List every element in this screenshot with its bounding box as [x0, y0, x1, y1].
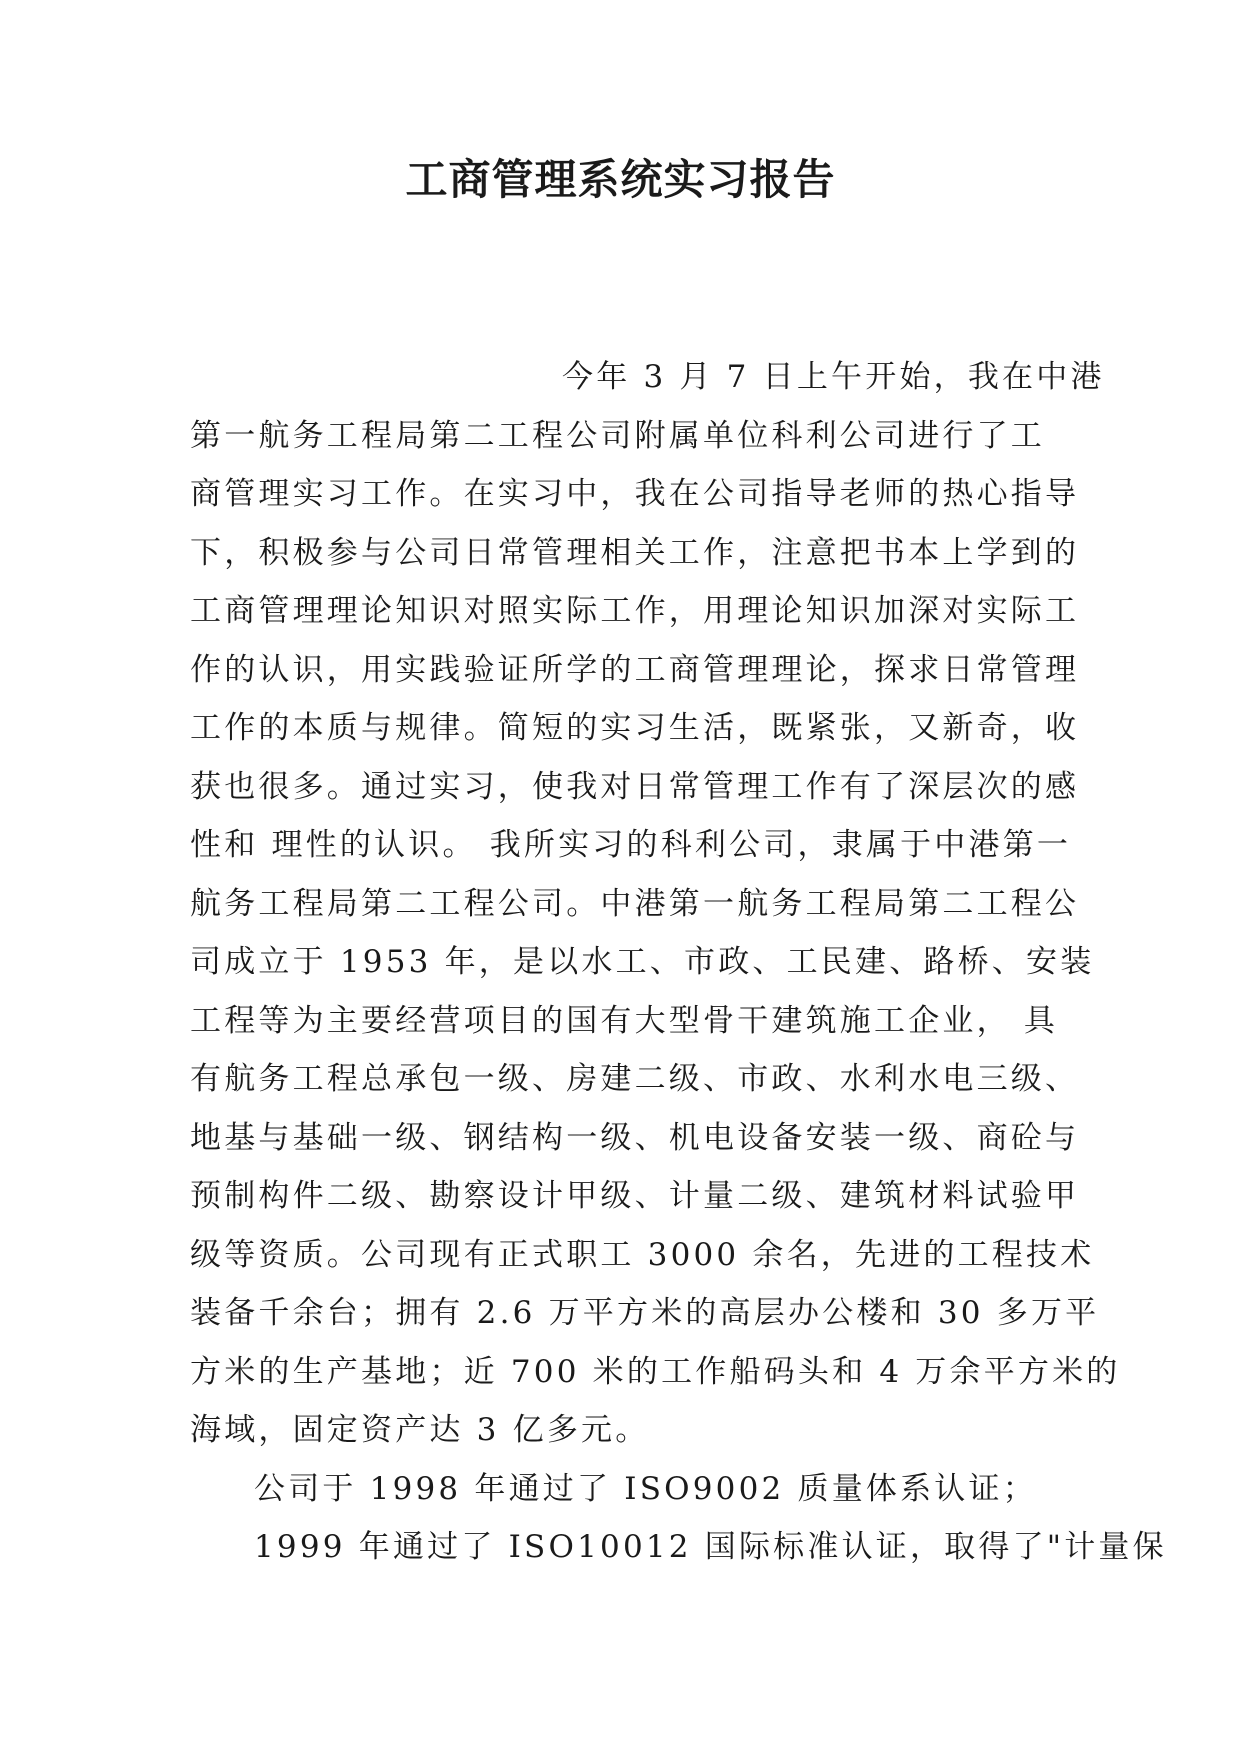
- body-line: 工作的本质与规律。简短的实习生活，既紧张，又新奇，收: [190, 710, 1080, 746]
- body-line: 有航务工程总承包一级、房建二级、市政、水利水电三级、: [190, 1061, 1080, 1097]
- body-line: 获也很多。通过实习，使我对日常管理工作有了深层次的感: [190, 768, 1080, 805]
- body-line: 航务工程局第二工程公司。中港第一航务工程局第二工程公: [190, 885, 1080, 922]
- body-line: 工程等为主要经营项目的国有大型骨干建筑施工企业， 具: [190, 1002, 1059, 1039]
- body-line: 商管理实习工作。在实习中，我在公司指导老师的热心指导: [190, 476, 1080, 512]
- body-line: 作的认识，用实践验证所学的工商管理理论，探求日常管理: [190, 651, 1080, 688]
- body-line: 地基与基础一级、钢结构一级、机电设备安装一级、商砼与: [190, 1119, 1080, 1156]
- body-line: 第一航务工程局第二工程公司附属单位科利公司进行了工: [190, 417, 1045, 454]
- body-line: 今年 3 月 7 日上午开始，我在中港: [562, 359, 1105, 395]
- document-body: [190, 348, 1167, 1577]
- body-line: 海域，固定资产达 3 亿多元。: [190, 1412, 650, 1448]
- body-line: 性和 理性的认识。 我所实习的科利公司，隶属于中港第一: [190, 827, 1072, 863]
- body-line: 下，积极参与公司日常管理相关工作，注意把书本上学到的: [190, 534, 1080, 571]
- body-line: 1999 年通过了 ISO10012 国际标准认证，取得了"计量保: [254, 1529, 1167, 1565]
- document-title: 工商管理系统实习报告: [405, 155, 836, 204]
- body-line: 司成立于 1953 年，是以水工、市政、工民建、路桥、安装: [190, 944, 1095, 980]
- body-line: 级等资质。公司现有正式职工 3000 余名，先进的工程技术: [190, 1236, 1095, 1273]
- body-line: 公司于 1998 年通过了 ISO9002 质量体系认证；: [254, 1470, 1037, 1507]
- body-line: 工商管理理论知识对照实际工作，用理论知识加深对实际工: [190, 593, 1080, 629]
- body-line: 装备千余台；拥有 2.6 万平方米的高层办公楼和 30 多万平: [190, 1295, 1100, 1331]
- body-line: 预制构件二级、勘察设计甲级、计量二级、建筑材料试验甲: [190, 1178, 1080, 1214]
- body-line: 方米的生产基地；近 700 米的工作船码头和 4 万余平方米的: [190, 1353, 1121, 1390]
